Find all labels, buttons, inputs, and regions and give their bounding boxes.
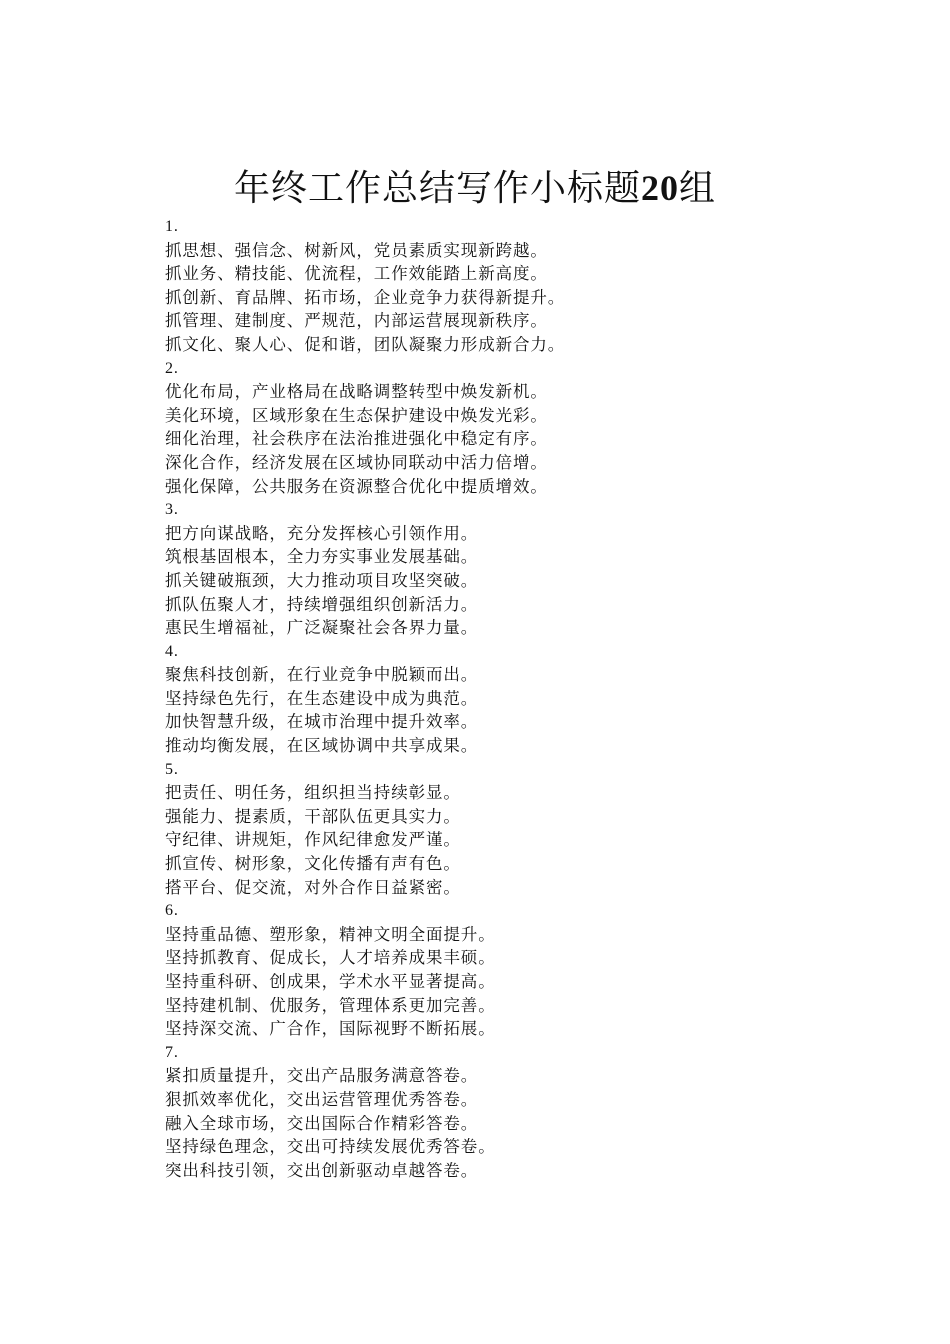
headline-group [165, 498, 865, 640]
group-number: 6. [165, 902, 179, 920]
headline-line: 坚持深交流、广合作，国际视野不断拓展。 [165, 1019, 496, 1039]
headline-line: 抓文化、聚人心、促和谐，团队凝聚力形成新合力。 [165, 334, 566, 354]
headline-group [165, 640, 865, 758]
headline-line: 细化治理，社会秩序在法治推进强化中稳定有序。 [165, 429, 548, 449]
headline-line: 美化环境，区域形象在生态保护建设中焕发光彩。 [165, 405, 548, 425]
headline-line: 把方向谋战略，充分发挥核心引领作用。 [165, 523, 479, 543]
headline-line: 抓关键破瓶颈，大力推动项目攻坚突破。 [165, 570, 479, 590]
group-number: 1. [165, 218, 179, 235]
headline-line: 抓业务、精技能、优流程，工作效能踏上新高度。 [165, 264, 548, 284]
headline-line: 守纪律、讲规矩，作风纪律愈发严谨。 [165, 830, 461, 850]
headline-line: 推动均衡发展，在区域协调中共享成果。 [165, 736, 479, 756]
headline-line: 坚持抓教育、促成长，人才培养成果丰硕。 [165, 948, 496, 968]
headline-group [165, 357, 865, 499]
headline-group [165, 1041, 865, 1183]
title-text: 年终工作总结写作小标题 [233, 168, 641, 209]
headline-line: 强化保障，公共服务在资源整合优化中提质增效。 [165, 476, 548, 496]
group-number: 2. [165, 359, 179, 377]
headline-line: 坚持重品德、塑形象，精神文明全面提升。 [165, 924, 496, 944]
headline-line: 坚持绿色先行，在生态建设中成为典范。 [165, 688, 479, 708]
headline-line: 狠抓效率优化，交出运营管理优秀答卷。 [165, 1089, 479, 1109]
headline-line: 优化布局，产业格局在战略调整转型中焕发新机。 [165, 382, 548, 402]
headline-line: 融入全球市场，交出国际合作精彩答卷。 [165, 1113, 479, 1133]
headline-group [165, 758, 865, 900]
headline-line: 强能力、提素质，干部队伍更具实力。 [165, 806, 461, 826]
group-number: 7. [165, 1043, 179, 1061]
headline-line: 把责任、明任务，组织担当持续彰显。 [165, 783, 461, 803]
headline-line: 筑根基固根本，全力夯实事业发展基础。 [165, 547, 479, 567]
headline-line: 抓创新、育品牌、拓市场，企业竞争力获得新提升。 [165, 287, 566, 307]
headline-line: 突出科技引领，交出创新驱动卓越答卷。 [165, 1160, 479, 1180]
headline-line: 抓宣传、树形象，文化传播有声有色。 [165, 854, 461, 874]
headline-group [165, 899, 865, 1041]
title-number: 20 [641, 168, 679, 208]
headline-line: 抓队伍聚人才，持续增强组织创新活力。 [165, 594, 479, 614]
headline-line: 搭平台、促交流，对外合作日益紧密。 [165, 877, 461, 897]
headline-line: 坚持重科研、创成果，学术水平显著提高。 [165, 972, 496, 991]
headline-line: 加快智慧升级，在城市治理中提升效率。 [165, 712, 479, 732]
headline-group [165, 215, 865, 357]
document-body [165, 215, 865, 1182]
headline-line: 聚焦科技创新，在行业竞争中脱颖而出。 [165, 665, 479, 685]
headline-line: 惠民生增福祉，广泛凝聚社会各界力量。 [165, 618, 479, 638]
headline-line: 坚持建机制、优服务，管理体系更加完善。 [165, 995, 496, 1015]
headline-line: 抓思想、强信念、树新风，党员素质实现新跨越。 [165, 240, 548, 260]
group-number: 4. [165, 642, 179, 660]
headline-line: 深化合作，经济发展在区域协同联动中活力倍增。 [165, 452, 548, 472]
headline-line: 坚持绿色理念，交出可持续发展优秀答卷。 [165, 1137, 496, 1157]
headline-line: 抓管理、建制度、严规范，内部运营展现新秩序。 [165, 311, 548, 331]
group-number: 5. [165, 760, 179, 778]
group-number: 3. [165, 501, 179, 519]
title-suffix: 组 [679, 168, 717, 209]
document-title [0, 164, 950, 213]
headline-line: 紧扣质量提升，交出产品服务满意答卷。 [165, 1066, 479, 1086]
